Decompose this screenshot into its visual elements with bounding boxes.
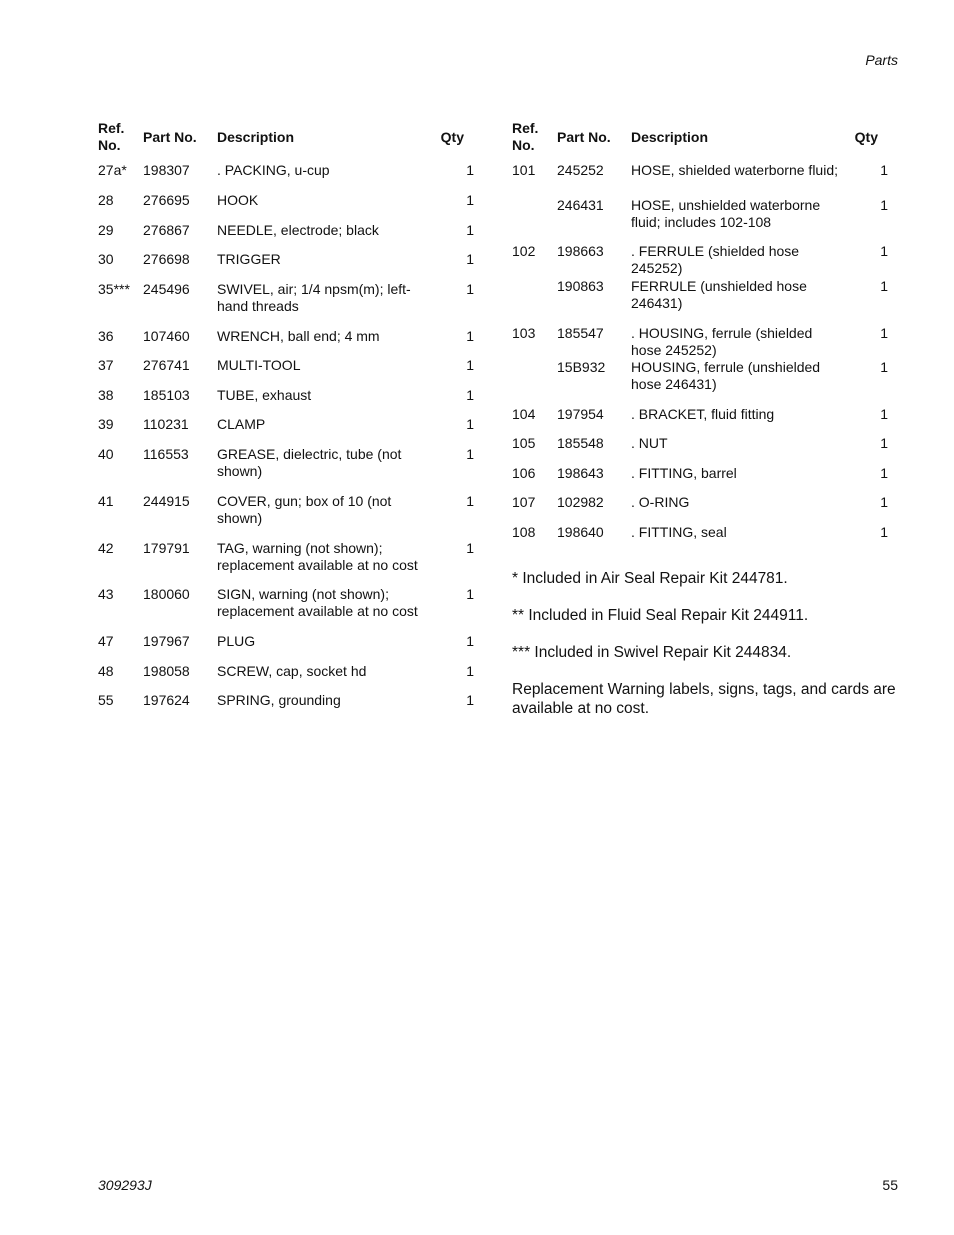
ref-cell: 106: [512, 465, 536, 481]
part-number-cell: 276698: [143, 251, 190, 267]
ref-cell: 104: [512, 406, 536, 422]
qty-cell: 1: [466, 493, 474, 509]
parts-table-left: [98, 120, 478, 722]
ref-cell: 107: [512, 494, 536, 510]
qty-cell: 1: [466, 416, 474, 432]
qty-cell: 1: [466, 251, 474, 267]
qty-cell: 1: [466, 281, 474, 297]
table-row: [512, 243, 892, 278]
qty-cell: 1: [466, 357, 474, 373]
qty-cell: 1: [880, 243, 888, 259]
ref-cell: 103: [512, 325, 536, 341]
qty-cell: 1: [880, 494, 888, 510]
description-cell: NEEDLE, electrode; black: [217, 222, 379, 238]
ref-header-line2: No.: [98, 137, 121, 153]
table-header: [512, 120, 892, 162]
description-cell: . FITTING, seal: [631, 524, 727, 540]
description-cell: TRIGGER: [217, 251, 281, 267]
ref-cell: 108: [512, 524, 536, 540]
description-cell: WRENCH, ball end; 4 mm: [217, 328, 380, 344]
table-header: [98, 120, 478, 162]
part-number-cell: 198640: [557, 524, 604, 540]
part-number-cell: 245496: [143, 281, 190, 297]
qty-cell: 1: [880, 278, 888, 294]
table-row: [98, 493, 478, 540]
ref-cell: 36: [98, 328, 114, 344]
part-number-cell: 197954: [557, 406, 604, 422]
section-header: Parts: [865, 52, 898, 68]
page-number: 55: [882, 1177, 898, 1193]
table-row: [98, 540, 478, 586]
ref-cell: 38: [98, 387, 114, 403]
ref-cell: 30: [98, 251, 114, 267]
table-row: [512, 406, 892, 435]
ref-cell: 102: [512, 243, 536, 259]
description-cell: SPRING, grounding: [217, 692, 341, 708]
part-number-cell: 198663: [557, 243, 604, 259]
part-number-cell: 190863: [557, 278, 604, 294]
part-number-cell: 110231: [143, 416, 189, 432]
ref-header: [512, 120, 556, 154]
qty-header: Qty: [854, 129, 878, 145]
description-cell: . HOUSING, ferrule (shielded hose 245252): [631, 325, 813, 358]
table-row: [512, 524, 892, 554]
qty-cell: 1: [880, 359, 888, 375]
table-row: [512, 465, 892, 494]
table-row: [98, 633, 478, 663]
part-number-cell: 246431: [557, 197, 604, 213]
qty-cell: 1: [880, 197, 888, 213]
ref-cell: 105: [512, 435, 536, 451]
part-number-cell: 198643: [557, 465, 604, 481]
qty-cell: 1: [880, 325, 888, 341]
note-fluid-seal-kit: ** Included in Fluid Seal Repair Kit 244911.: [512, 607, 809, 624]
qty-cell: 1: [880, 465, 888, 481]
qty-cell: 1: [466, 387, 474, 403]
ref-cell: 43: [98, 586, 114, 602]
qty-cell: 1: [880, 524, 888, 540]
part-number-cell: 15B932: [557, 359, 606, 375]
description-cell: COVER, gun; box of 10 (not shown): [217, 493, 392, 526]
ref-cell: 101: [512, 162, 536, 178]
part-number-cell: 180060: [143, 586, 190, 602]
description-cell: . NUT: [631, 435, 668, 451]
part-number-cell: 245252: [557, 162, 604, 178]
ref-cell: 27a*: [98, 162, 127, 178]
qty-cell: 1: [466, 692, 474, 708]
note-replacement-labels: Replacement Warning labels, signs, tags, and cards are available at no cost.: [512, 681, 896, 717]
part-number-cell: 102982: [557, 494, 604, 510]
part-number-cell: 185103: [143, 387, 190, 403]
ref-header-line1: Ref.: [98, 120, 125, 136]
ref-header-line2: No.: [512, 137, 535, 153]
table-row: [98, 663, 478, 692]
qty-cell: 1: [466, 586, 474, 602]
table-row: [98, 251, 478, 281]
qty-cell: 1: [880, 406, 888, 422]
description-cell: . PACKING, u-cup: [217, 162, 330, 178]
ref-cell: 40: [98, 446, 114, 462]
table-row: [512, 278, 892, 325]
qty-cell: 1: [466, 222, 474, 238]
parts-table-right: [512, 120, 892, 554]
description-cell: MULTI-TOOL: [217, 357, 301, 373]
table-row: [98, 692, 478, 722]
description-cell: . BRACKET, fluid fitting: [631, 406, 775, 422]
table-row: [98, 281, 478, 328]
document-number: 309293J: [98, 1177, 152, 1193]
part-number-cell: 244915: [143, 493, 190, 509]
qty-cell: 1: [466, 540, 474, 556]
qty-cell: 1: [466, 446, 474, 462]
table-row: [98, 222, 478, 251]
description-cell: FERRULE (unshielded hose 246431): [631, 278, 807, 311]
part-number-cell: 197624: [143, 692, 190, 708]
qty-cell: 1: [466, 328, 474, 344]
qty-cell: 1: [466, 663, 474, 679]
description-cell: SWIVEL, air; 1/4 npsm(m); left-hand threads: [217, 281, 411, 314]
description-cell: SCREW, cap, socket hd: [217, 663, 367, 679]
table-row: [98, 328, 478, 357]
ref-cell: 55: [98, 692, 114, 708]
ref-cell: 42: [98, 540, 114, 556]
description-cell: TAG, warning (not shown); replacement available at no cost: [217, 540, 418, 573]
ref-cell: 48: [98, 663, 114, 679]
table-row: [512, 197, 892, 243]
part-number-cell: 276741: [143, 357, 190, 373]
description-cell: CLAMP: [217, 416, 266, 432]
ref-header: [98, 120, 142, 154]
table-row: [98, 586, 478, 633]
ref-cell: 28: [98, 192, 114, 208]
ref-cell: 39: [98, 416, 114, 432]
part-header: Part No.: [557, 129, 611, 145]
description-cell: HOSE, shielded waterborne fluid;: [631, 162, 838, 178]
qty-cell: 1: [880, 162, 888, 178]
part-number-cell: 276867: [143, 222, 190, 238]
part-number-cell: 197967: [143, 633, 190, 649]
kit-notes: [512, 569, 902, 736]
part-number-cell: 198307: [143, 162, 190, 178]
description-cell: . FERRULE (shielded hose 245252): [631, 243, 800, 276]
qty-cell: 1: [466, 633, 474, 649]
description-cell: SIGN, warning (not shown); replacement available at no cost: [217, 586, 418, 619]
part-number-cell: 276695: [143, 192, 190, 208]
note-swivel-kit: *** Included in Swivel Repair Kit 244834.: [512, 644, 792, 661]
description-cell: . FITTING, barrel: [631, 465, 737, 481]
desc-header: Description: [631, 129, 709, 145]
part-number-cell: 185548: [557, 435, 604, 451]
ref-cell: 35***: [98, 281, 130, 297]
description-cell: GREASE, dielectric, tube (not shown): [217, 446, 402, 479]
qty-cell: 1: [466, 192, 474, 208]
part-header: Part No.: [143, 129, 197, 145]
part-number-cell: 179791: [143, 540, 190, 556]
description-cell: PLUG: [217, 633, 256, 649]
table-row: [98, 416, 478, 446]
part-number-cell: 198058: [143, 663, 190, 679]
part-number-cell: 116553: [143, 446, 189, 462]
ref-cell: 37: [98, 357, 114, 373]
qty-cell: 1: [466, 162, 474, 178]
description-cell: TUBE, exhaust: [217, 387, 312, 403]
table-row: [98, 192, 478, 222]
table-row: [512, 162, 892, 197]
table-row: [98, 357, 478, 387]
ref-cell: 29: [98, 222, 114, 238]
ref-cell: 47: [98, 633, 114, 649]
table-row: [512, 325, 892, 359]
table-row: [98, 162, 478, 192]
description-cell: HOOK: [217, 192, 259, 208]
description-cell: HOUSING, ferrule (unshielded hose 246431): [631, 359, 821, 392]
description-cell: . O-RING: [631, 494, 690, 510]
table-row: [512, 359, 892, 406]
qty-cell: 1: [880, 435, 888, 451]
qty-header: Qty: [440, 129, 464, 145]
table-row: [98, 446, 478, 493]
table-row: [512, 435, 892, 465]
ref-cell: 41: [98, 493, 114, 509]
description-cell: HOSE, unshielded waterborne fluid; includes 102-108: [631, 197, 821, 230]
part-number-cell: 185547: [557, 325, 604, 341]
table-row: [98, 387, 478, 416]
note-air-seal-kit: * Included in Air Seal Repair Kit 244781.: [512, 570, 788, 587]
ref-header-line1: Ref.: [512, 120, 539, 136]
table-row: [512, 494, 892, 524]
desc-header: Description: [217, 129, 295, 145]
part-number-cell: 107460: [143, 328, 190, 344]
